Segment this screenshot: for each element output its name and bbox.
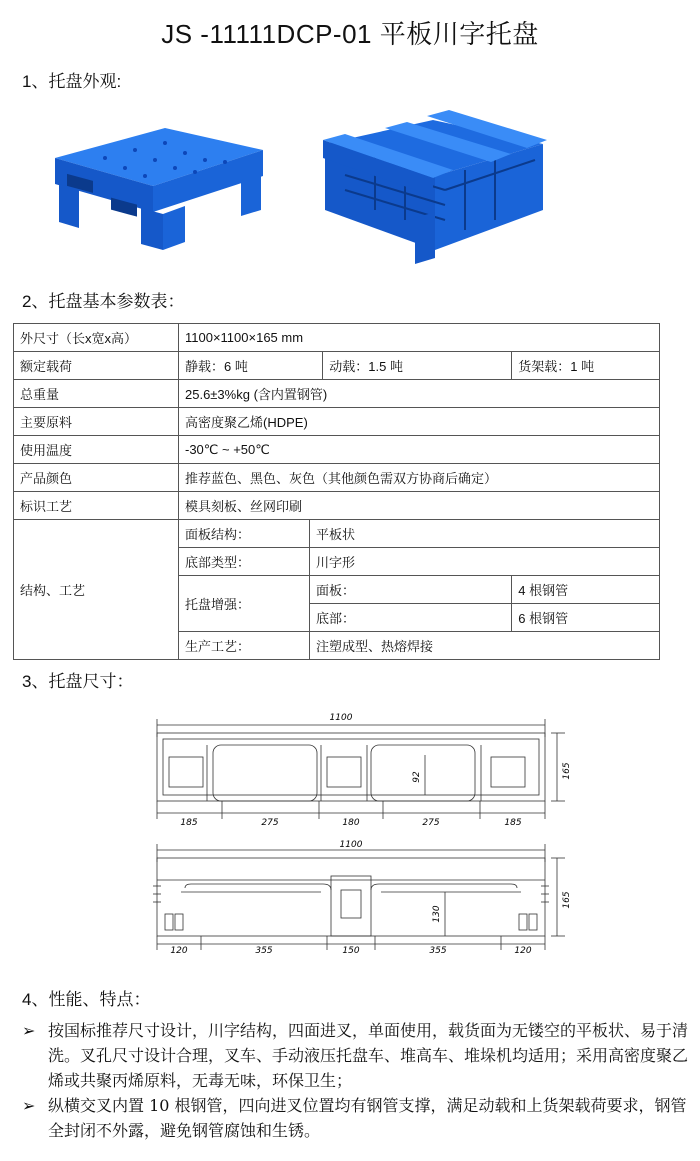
feature-text: 纵横交叉内置 10 根钢管，四向进叉位置均有钢管支撑，满足动载和上货架载荷要求，钢管全封闭不外露，避免钢管腐蚀和生锈。 bbox=[48, 1096, 687, 1140]
top-inner-dim: 92 bbox=[412, 771, 422, 783]
temp-value: -30℃ ~ +50℃ bbox=[179, 436, 660, 464]
pallet-bottom-photo bbox=[315, 100, 555, 270]
features-list bbox=[22, 1018, 692, 1143]
feature-text: 按国标推荐尺寸设计，川字结构，四面进叉，单面使用，载货面为无镂空的平板状、易于清洗。叉孔尺寸设计合理，叉车、手动液压托盘车、堆高车、堆垛机均适用；采用高密度聚乙烯或共聚丙烯原料，无毒无味，环保卫生； bbox=[48, 1021, 689, 1090]
top-dim-5: 185 bbox=[504, 818, 522, 828]
mark-label: 标识工艺 bbox=[14, 492, 179, 520]
bottom-value: 川字形 bbox=[310, 548, 660, 576]
rack-load: 货架载：1 吨 bbox=[512, 352, 660, 380]
top-dim-2: 275 bbox=[261, 818, 279, 828]
side-dim-3: 150 bbox=[342, 946, 360, 955]
feature-item bbox=[22, 1018, 692, 1093]
arrow-bullet-icon: ➢ bbox=[22, 1096, 36, 1115]
section-appearance-heading: 1、托盘外观: bbox=[22, 72, 122, 91]
section-dimension-heading: 3、托盘尺寸： bbox=[22, 672, 134, 691]
side-height-dim: 165 bbox=[562, 891, 572, 909]
reinforce-bottom-value: 6 根钢管 bbox=[512, 604, 660, 632]
process-value: 注塑成型、热熔焊接 bbox=[310, 632, 660, 660]
reinforce-label: 托盘增强： bbox=[179, 576, 310, 632]
side-width-dim: 1100 bbox=[339, 840, 363, 850]
weight-value: 25.6±3%kg (含内置钢管) bbox=[179, 380, 660, 408]
static-load: 静载：6 吨 bbox=[179, 352, 323, 380]
top-height-dim: 165 bbox=[562, 762, 572, 780]
color-value: 推荐蓝色、黑色、灰色（其他颜色需双方协商后确定） bbox=[179, 464, 660, 492]
arrow-bullet-icon: ➢ bbox=[22, 1021, 36, 1040]
panel-label: 面板结构： bbox=[179, 520, 310, 548]
top-view-drawing bbox=[145, 705, 575, 830]
reinforce-bottom-label: 底部： bbox=[310, 604, 512, 632]
side-dim-2: 355 bbox=[255, 946, 273, 955]
side-dim-5: 120 bbox=[514, 946, 532, 955]
pallet-top-photo bbox=[45, 110, 275, 270]
spec-table bbox=[13, 323, 660, 660]
load-label: 额定载荷 bbox=[14, 352, 179, 380]
size-label: 外尺寸（长x宽x高） bbox=[14, 324, 179, 352]
reinforce-panel-value: 4 根钢管 bbox=[512, 576, 660, 604]
section-features-heading: 4、性能、特点： bbox=[22, 990, 151, 1009]
weight-label: 总重量 bbox=[14, 380, 179, 408]
mark-value: 模具刻板、丝网印刷 bbox=[179, 492, 660, 520]
top-dim-4: 275 bbox=[422, 818, 440, 828]
reinforce-panel-label: 面板： bbox=[310, 576, 512, 604]
feature-item bbox=[22, 1093, 692, 1143]
material-label: 主要原料 bbox=[14, 408, 179, 436]
bottom-label: 底部类型： bbox=[179, 548, 310, 576]
structure-label: 结构、工艺 bbox=[14, 520, 179, 660]
color-label: 产品颜色 bbox=[14, 464, 179, 492]
size-value: 1100×1100×165 mm bbox=[179, 324, 660, 352]
top-dim-3: 180 bbox=[342, 818, 360, 828]
page-title: JS -11111DCP-01 平板川字托盘 bbox=[161, 19, 539, 49]
section-spec-heading: 2、托盘基本参数表： bbox=[22, 292, 185, 311]
side-dim-1: 120 bbox=[170, 946, 188, 955]
dynamic-load: 动载：1.5 吨 bbox=[323, 352, 512, 380]
panel-value: 平板状 bbox=[310, 520, 660, 548]
top-width-dim: 1100 bbox=[329, 713, 353, 723]
temp-label: 使用温度 bbox=[14, 436, 179, 464]
side-dim-4: 355 bbox=[429, 946, 447, 955]
process-label: 生产工艺： bbox=[179, 632, 310, 660]
top-dim-1: 185 bbox=[180, 818, 198, 828]
side-view-drawing bbox=[145, 840, 575, 955]
side-inner-dim: 130 bbox=[432, 905, 442, 923]
material-value: 高密度聚乙烯(HDPE) bbox=[179, 408, 660, 436]
